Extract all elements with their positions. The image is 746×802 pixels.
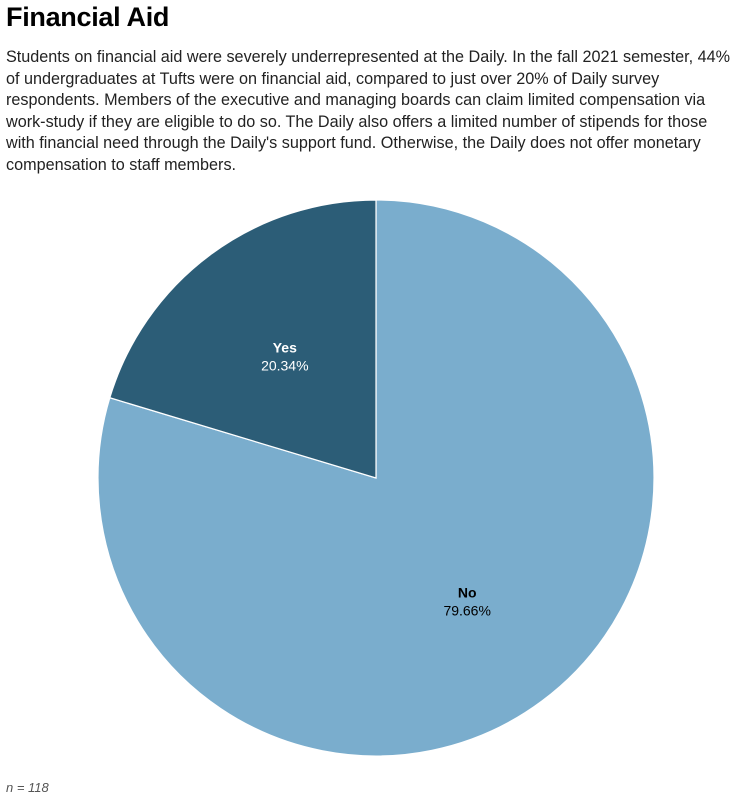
slice-value-no: 79.66% — [443, 602, 491, 619]
chart-subtitle: Students on financial aid were severely underrepresented at the Daily. In the fall 2021 semester, 44% of undergraduates at Tufts were on financial aid, compared to just over 20% of Daily survey respondents. Members of the executive and managing boards can claim limited compensation via work-study if they are eligible to do so. The Daily also offers a limited number of stipends for those with financial need through the Daily's support fund. Otherwise, the Daily does not offer monetary compensation to staff members. — [6, 48, 731, 174]
sample-size-note: n = 118 — [6, 780, 49, 795]
slice-label-no: No — [457, 584, 477, 601]
chart-title: Financial Aid — [6, 2, 170, 32]
pie-slices — [98, 200, 654, 756]
slice-value-yes: 20.34% — [261, 357, 309, 374]
slice-label-yes: Yes — [272, 339, 297, 356]
